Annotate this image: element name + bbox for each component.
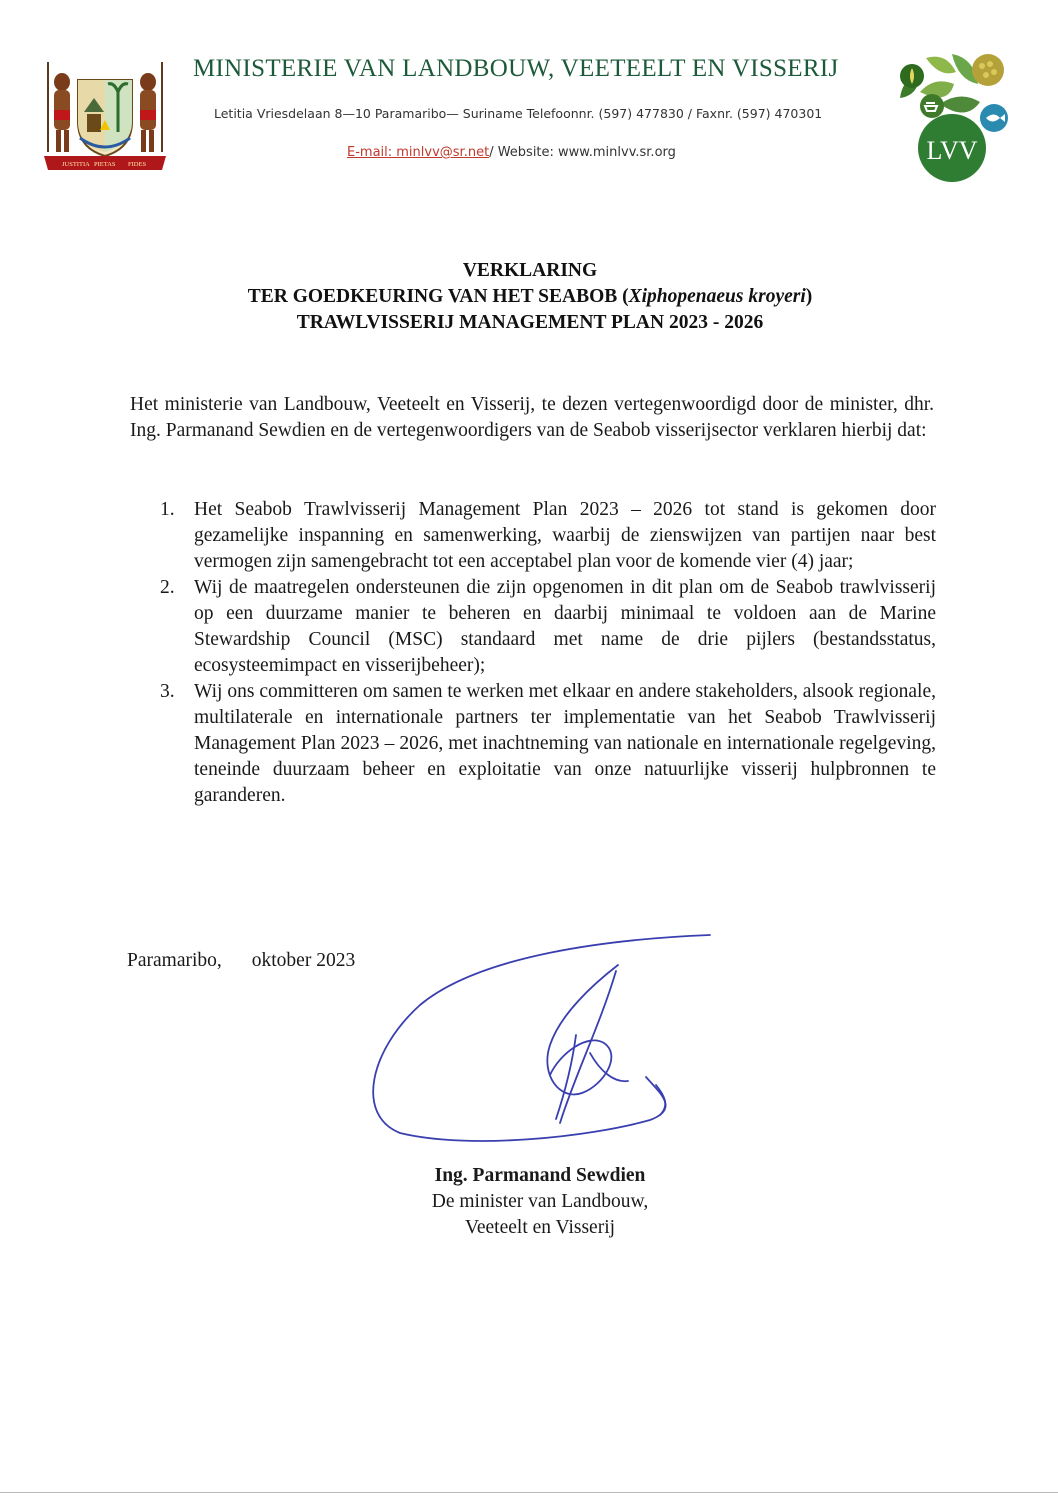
ministry-address: Letitia Vriesdelaan 8—10 Paramaribo— Suriname Telefoonnr. (597) 477830 / Faxnr. (597) 470301 xyxy=(214,106,823,121)
motto-word: PIETAS xyxy=(94,161,116,168)
signatory-block xyxy=(350,1163,730,1241)
title-line-3: TRAWLVISSERIJ MANAGEMENT PLAN 2023 - 2026 xyxy=(296,312,764,333)
page-edge-divider xyxy=(0,1492,1058,1493)
title-line-1: VERKLARING xyxy=(462,260,598,281)
ministry-contact xyxy=(347,145,867,160)
signatory-role-line-1: De minister van Landbouw, xyxy=(431,1191,649,1212)
list-item: 2. Wij de maatregelen ondersteunen die zijn opgenomen in dit plan om de Seabob trawlvisserij op een duurzame manier te beheren en daarbij minimaal te voldoen aan de Marine Stewardship Council (MSC) standaard met name de drie pijlers (bestandsstatus, ecosysteemimpact en visserijbeheer); xyxy=(160,577,936,676)
title-line-2: TER GOEDKEURING VAN HET SEABOB (Xiphopenaeus kroyeri) xyxy=(247,286,813,307)
declaration-list xyxy=(150,497,936,809)
species-name: Xiphopenaeus kroyeri xyxy=(628,286,806,307)
email-link[interactable]: E-mail: minlvv@sr.net xyxy=(347,145,490,160)
handwritten-signature xyxy=(360,925,730,1150)
intro-paragraph: Het ministerie van Landbouw, Veeteelt en Visserij, te dezen vertegenwoordigd door de minister, dhr. Ing. Parmanand Sewdien en de vertegenwoordigers van de Seabob visserijsector verklaren hierbij dat: xyxy=(130,394,934,441)
list-item: 3. Wij ons committeren om samen te werken met elkaar en andere stakeholders, alsook regionale, multilaterale en internationale partners ter implementatie van het Seabob Trawlvisserij Management Plan 2023 – 2026, met inachtneming van nationale en internationale regelgeving, teneinde duurzaam beheer en exploitatie van onze natuurlijke visserij hulpbronnen te garanderen. xyxy=(160,681,936,806)
motto-word: FIDES xyxy=(128,161,147,168)
place-date xyxy=(127,950,355,972)
lvv-logo-text: LVV xyxy=(926,136,978,165)
signatory-role-line-2: Veeteelt en Visserij xyxy=(464,1217,616,1238)
place-text: Paramaribo, xyxy=(127,950,222,971)
ministry-title: MINISTERIE VAN LANDBOUW, VEETEELT EN VISSERIJ xyxy=(193,55,839,82)
list-item: 1. Het Seabob Trawlvisserij Management Plan 2023 – 2026 tot stand is gekomen door gezamelijke inspanning en samenwerking, waarbij de zienswijzen van partijen naar best vermogen zijn samengebracht tot een acceptabel plan voor de komende vier (4) jaar; xyxy=(160,499,936,572)
motto-word: JUSTITIA xyxy=(62,161,90,168)
coat-of-arms-emblem xyxy=(40,52,170,174)
declaration-title xyxy=(150,258,910,336)
lvv-logo xyxy=(892,48,1014,186)
website-text: / Website: www.minlvv.sr.org xyxy=(489,145,676,160)
signatory-name: Ing. Parmanand Sewdien xyxy=(434,1165,646,1186)
date-text: oktober 2023 xyxy=(251,950,356,971)
